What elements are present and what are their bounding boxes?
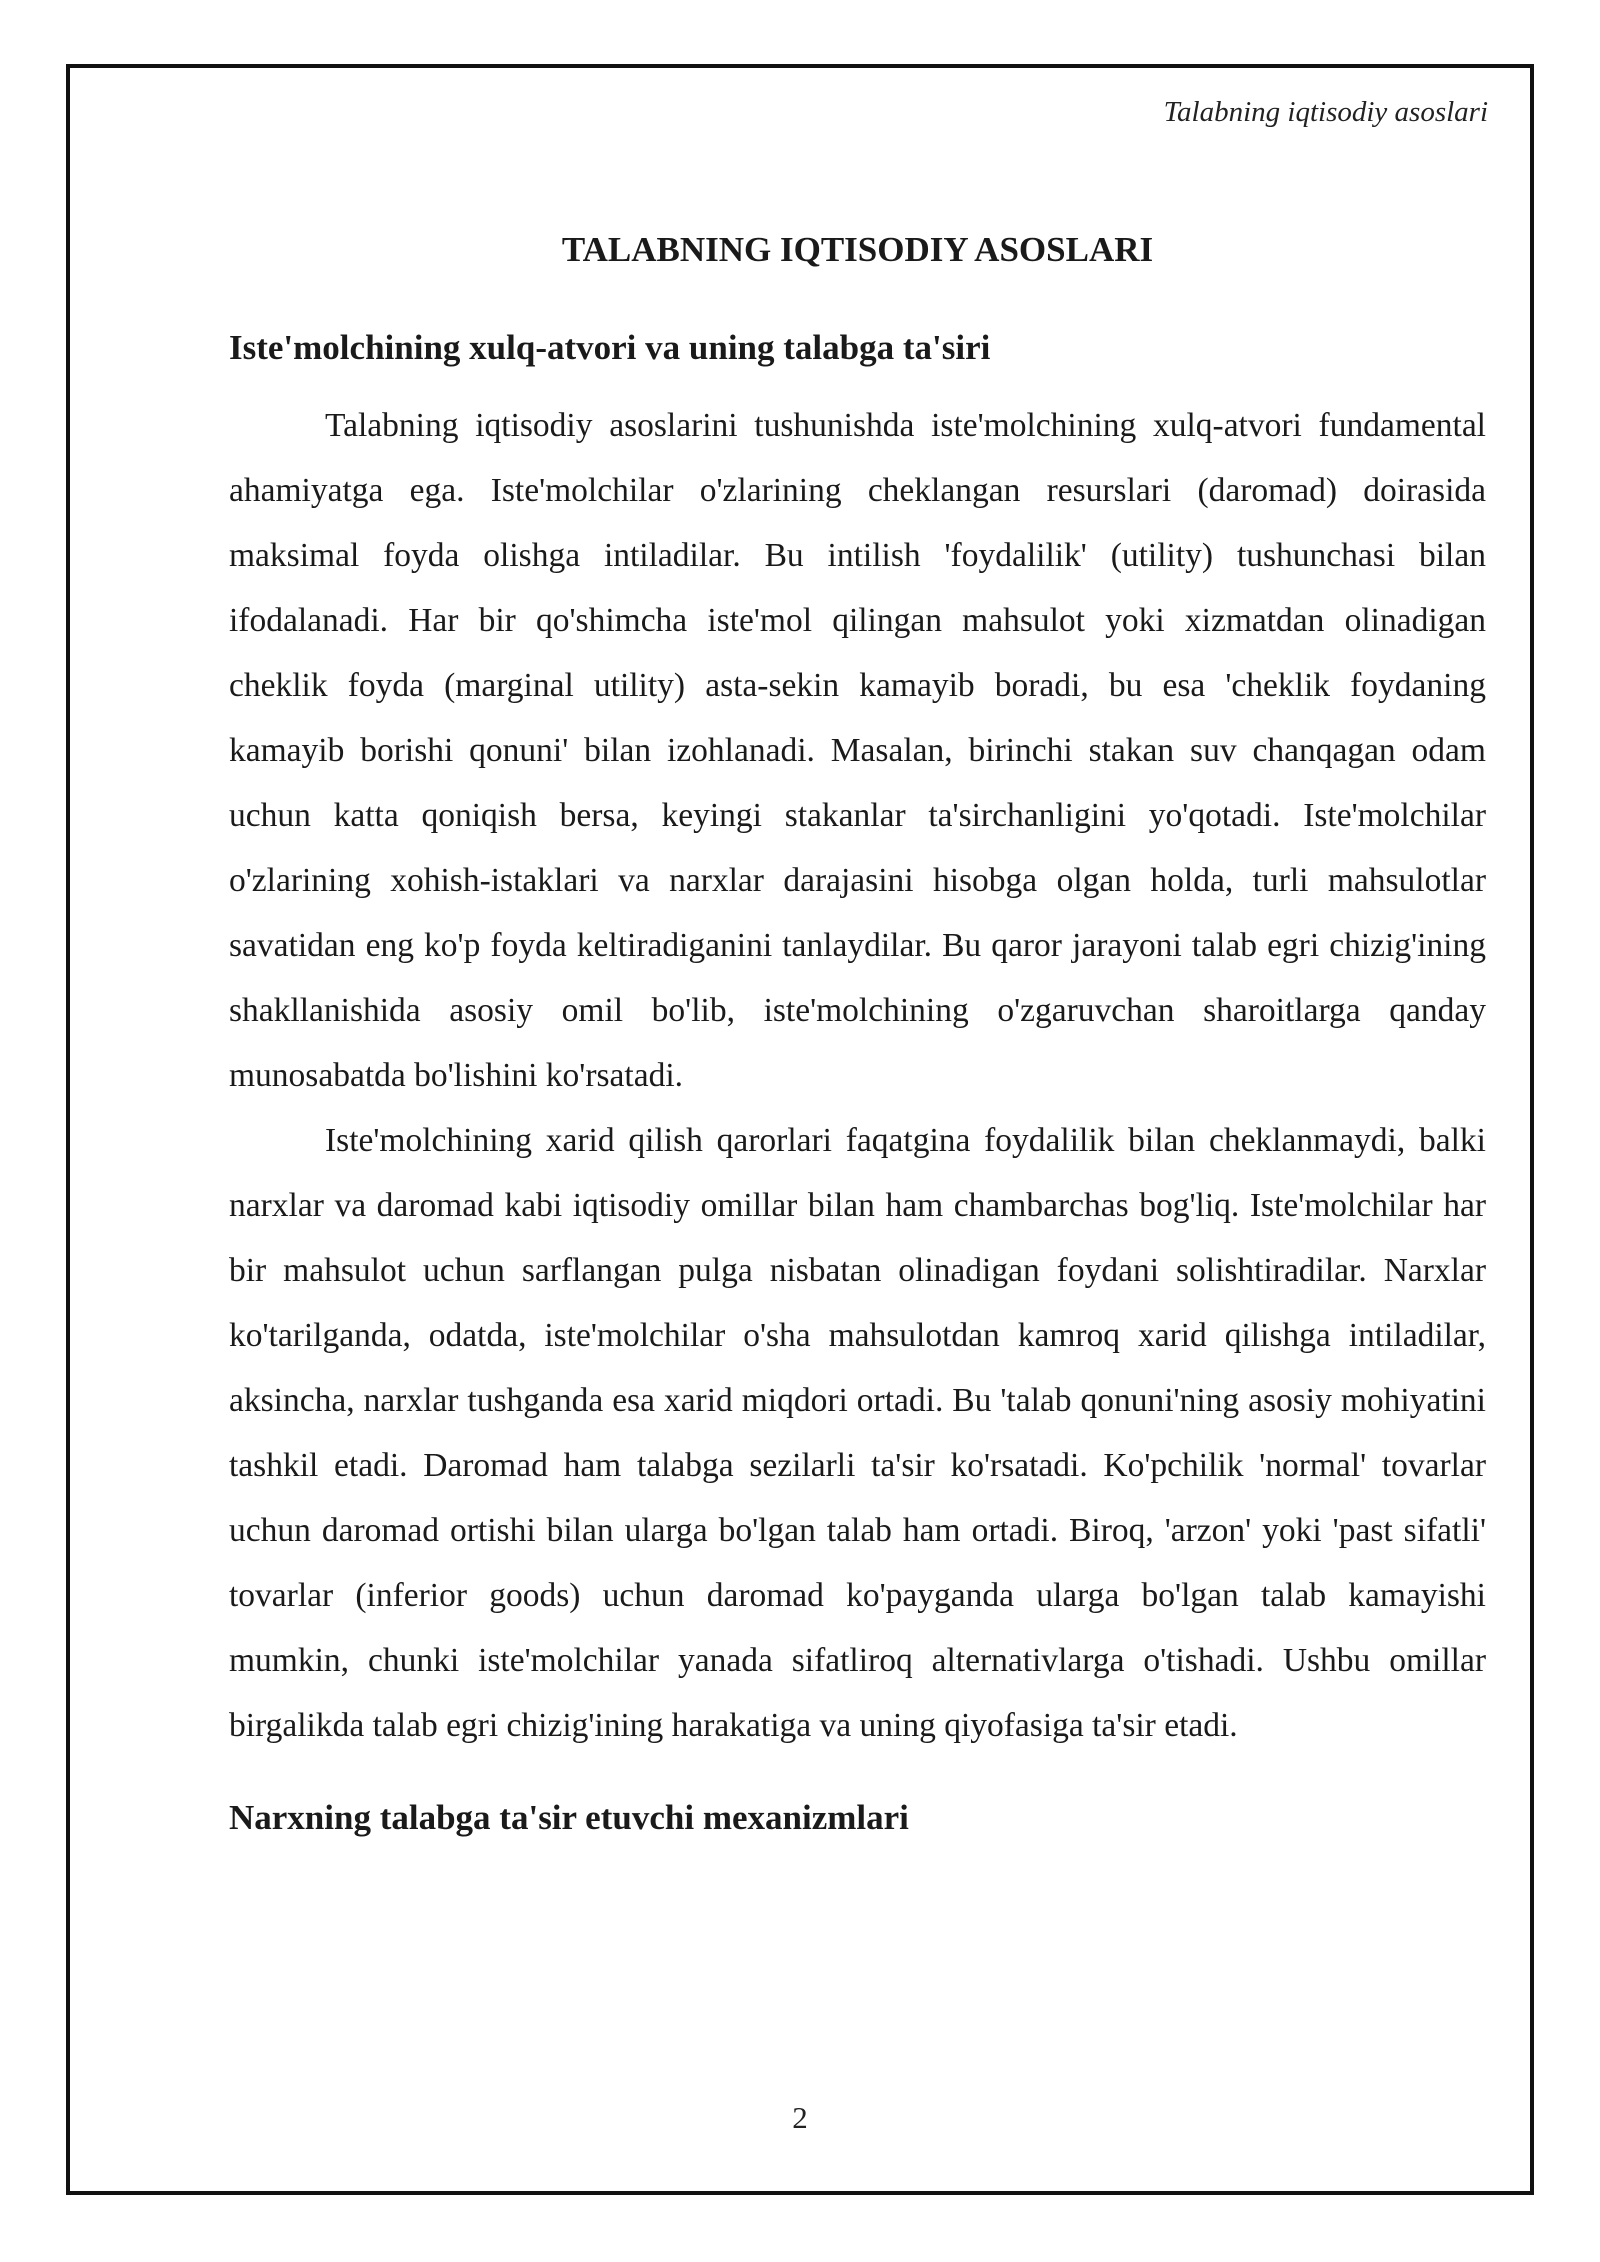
page-content [229, 210, 1486, 1848]
document-title: TALABNING IQTISODIY ASOSLARI [561, 230, 1154, 269]
page-number: 2 [792, 2100, 808, 2135]
section-heading: Narxning talabga ta'sir etuvchi mexanizmlari [229, 1798, 909, 1837]
running-header: Talabning iqtisodiy asoslari [1163, 96, 1488, 128]
body-paragraph: Talabning iqtisodiy asoslarini tushunishda iste'molchining xulq-atvori fundamental ahamiyatga ega. Iste'molchilar o'zlarining cheklangan resurslari (daromad) doirasida maksimal foyda olishga intiladilar. Bu intilish 'foydalilik' (utility) tushunchasi bilan ifodalanadi. Har bir qo'shimcha iste'mol qilingan mahsulot yoki xizmatdan olinadigan cheklik foyda (marginal utility) asta-sekin kamayib boradi, bu esa 'cheklik foydaning kamayib borishi qonuni' bilan izohlanadi. Masalan, birinchi stakan suv chanqagan odam uchun katta qoniqish bersa, keyingi stakanlar ta'sirchanligini yo'qotadi. Iste'molchilar o'zlarining xohish-istaklari va narxlar darajasini hisobga olgan holda, turli mahsulotlar savatidan eng ko'p foyda keltiradiganini tanlaydilar. Bu qaror jarayoni talab egri chizig'ining shakllanishida asosiy omil bo'lib, iste'molchining o'zgaruvchan sharoitlarga qanday munosabatda bo'lishini ko'rsatadi. [229, 407, 1486, 1094]
section-heading: Iste'molchining xulq-atvori va uning talabga ta'siri [229, 328, 991, 367]
body-paragraph: Iste'molchining xarid qilish qarorlari faqatgina foydalilik bilan cheklanmaydi, balki narxlar va daromad kabi iqtisodiy omillar bilan ham chambarchas bog'liq. Iste'molchilar har bir mahsulot uchun sarflangan pulga nisbatan olinadigan foydani solishtiradilar. Narxlar ko'tarilganda, odatda, iste'molchilar o'sha mahsulotdan kamroq xarid qilishga intiladilar, aksincha, narxlar tushganda esa xarid miqdori ortadi. Bu 'talab qonuni'ning asosiy mohiyatini tashkil etadi. Daromad ham talabga sezilarli ta'sir ko'rsatadi. Ko'pchilik 'normal' tovarlar uchun daromad ortishi bilan ularga bo'lgan talab ham ortadi. Biroq, 'arzon' yoki 'past sifatli' tovarlar (inferior goods) uchun daromad ko'payganda ularga bo'lgan talab kamayishi mumkin, chunki iste'molchilar yanada sifatliroq alternativlarga o'tishadi. Ushbu omillar birgalikda talab egri chizig'ining harakatiga va uning qiyofasiga ta'sir etadi. [229, 1122, 1486, 1744]
